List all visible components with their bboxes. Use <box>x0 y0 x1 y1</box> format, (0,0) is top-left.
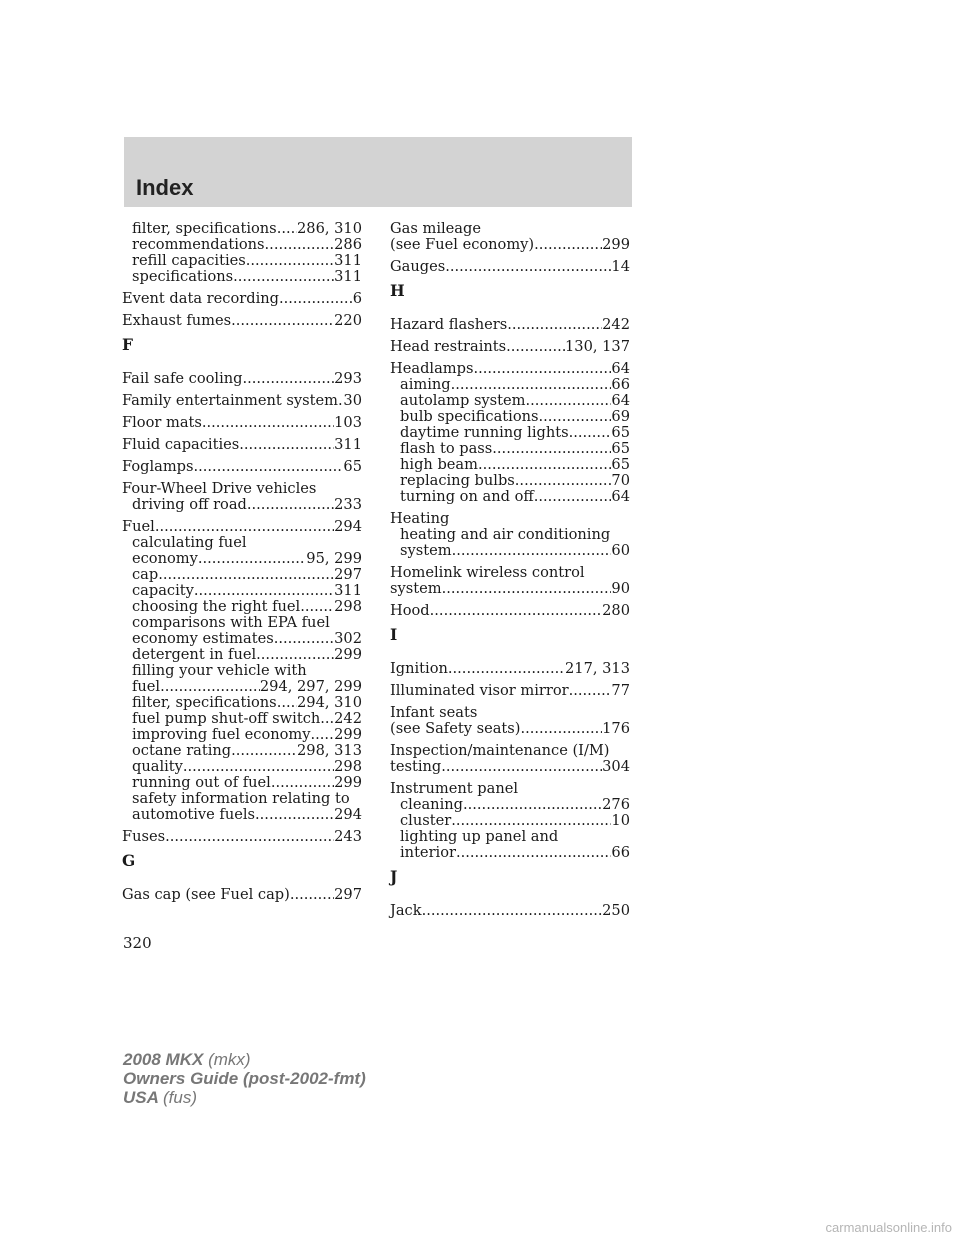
index-subentry <box>122 711 362 727</box>
index-column-right <box>390 221 630 925</box>
index-entry <box>390 317 630 333</box>
page-ref: 130, 137 <box>565 338 630 355</box>
entry-text: lighting up panel and <box>400 828 559 845</box>
entry-text: Infant seats <box>390 704 478 721</box>
entry-text: Exhaust fumes <box>122 312 232 329</box>
page-ref: 298 <box>334 758 362 775</box>
index-subentry <box>122 567 362 583</box>
index-entry-main <box>390 361 630 377</box>
index-entry <box>122 519 362 823</box>
page-ref: 298, 313 <box>297 742 362 759</box>
index-entry <box>122 829 362 845</box>
entry-text: Ignition <box>390 660 448 677</box>
index-entry <box>122 313 362 329</box>
section-letter: J <box>390 867 398 886</box>
entry-text: running out of fuel <box>132 774 271 791</box>
footer-region-code: (fus) <box>163 1088 197 1107</box>
footer-line-model <box>123 1050 366 1069</box>
page-ref: 286 <box>334 236 362 253</box>
entry-text: Four-Wheel Drive vehicles <box>122 480 317 497</box>
page-ref: 90 <box>611 580 630 597</box>
page-ref: 10 <box>611 812 630 829</box>
index-subentry <box>390 425 630 441</box>
section-letter: G <box>122 851 136 870</box>
section-letter: I <box>390 625 398 644</box>
page-ref: 242 <box>334 710 362 727</box>
entry-text: Head restraints <box>390 338 507 355</box>
entry-text: choosing the right fuel <box>132 598 301 615</box>
entry-text: interior <box>400 844 456 861</box>
page-ref: 298 <box>334 598 362 615</box>
page-ref: 286, 310 <box>297 220 362 237</box>
footer-line-region <box>123 1088 366 1107</box>
index-subentry <box>390 813 630 829</box>
page-ref: 30 <box>343 392 362 409</box>
watermark: carmanualsonline.info <box>825 1220 952 1235</box>
page-ref: 233 <box>334 496 362 513</box>
index-subentry <box>122 269 362 285</box>
index-subentry <box>122 647 362 663</box>
entry-text: Hood <box>390 602 430 619</box>
entry-text: cap <box>132 566 159 583</box>
page-ref: 250 <box>602 902 630 919</box>
page-ref: 297 <box>334 566 362 583</box>
entry-text: Jack <box>390 902 422 919</box>
footer-region: USA <box>123 1088 159 1107</box>
page-ref: 294, 297, 299 <box>259 678 362 695</box>
page-ref: 242 <box>602 316 630 333</box>
index-subentry <box>390 543 630 559</box>
footer-model-code: (mkx) <box>208 1050 251 1069</box>
entry-text: Hazard flashers <box>390 316 508 333</box>
index-entry <box>390 221 630 253</box>
entry-text: comparisons with EPA fuel <box>132 614 330 631</box>
page-ref: 294 <box>334 806 362 823</box>
page-ref: 64 <box>611 360 630 377</box>
entry-text: specifications <box>132 268 234 285</box>
entry-text: bulb specifications <box>400 408 539 425</box>
entry-text: filter, specifications <box>132 694 277 711</box>
page-ref: 294 <box>334 518 362 535</box>
index-entry <box>122 291 362 307</box>
entry-text: daytime running lights <box>400 424 569 441</box>
entry-text: Fuel <box>122 518 155 535</box>
index-entry <box>390 781 630 861</box>
document-footer <box>123 1050 366 1107</box>
page-ref: 299 <box>334 774 362 791</box>
index-entry <box>390 903 630 919</box>
page-ref: 70 <box>611 472 630 489</box>
index-entry <box>122 393 362 409</box>
page-ref: 66 <box>611 844 630 861</box>
index-subentry <box>122 679 362 695</box>
index-entry-continued <box>390 759 630 775</box>
entry-text: Homelink wireless control <box>390 564 585 581</box>
index-subentry <box>122 599 362 615</box>
entry-text: autolamp system <box>400 392 526 409</box>
entry-text: detergent in fuel <box>132 646 257 663</box>
entry-text: automotive fuels <box>132 806 256 823</box>
entry-text: Fuses <box>122 828 166 845</box>
entry-text: replacing bulbs <box>400 472 515 489</box>
page-ref: 176 <box>602 720 630 737</box>
index-subentry <box>390 393 630 409</box>
entry-text: cluster <box>400 812 452 829</box>
entry-text: driving off road <box>132 496 247 513</box>
page-ref: 311 <box>334 582 362 599</box>
index-subentry <box>390 457 630 473</box>
entry-text: Inspection/maintenance (I/M) <box>390 742 610 759</box>
index-entry <box>390 661 630 677</box>
index-subentry <box>390 797 630 813</box>
entry-text: aiming <box>400 376 451 393</box>
index-subentry <box>122 221 362 237</box>
index-entry <box>122 887 362 903</box>
index-subentry <box>122 759 362 775</box>
entry-text: Gauges <box>390 258 446 275</box>
page-ref: 6 <box>352 290 362 307</box>
page-ref: 299 <box>334 726 362 743</box>
footer-model: 2008 MKX <box>123 1050 204 1069</box>
page-ref: 60 <box>611 542 630 559</box>
index-subentry <box>122 237 362 253</box>
page-ref: 293 <box>334 370 362 387</box>
page-ref: 302 <box>334 630 362 647</box>
page-ref: 66 <box>611 376 630 393</box>
index-subentry <box>390 489 630 505</box>
page-ref: 64 <box>611 392 630 409</box>
index-entry-continued <box>390 721 630 737</box>
page-ref: 14 <box>611 258 630 275</box>
index-subentry <box>390 441 630 457</box>
entry-text: filter, specifications <box>132 220 277 237</box>
index-entry-main <box>122 519 362 535</box>
index-subentry <box>122 551 362 567</box>
page-ref: 217, 313 <box>565 660 630 677</box>
index-subentry <box>122 583 362 599</box>
entry-text: Foglamps <box>122 458 194 475</box>
entry-text: (see Fuel economy) <box>390 236 535 253</box>
entry-text: octane rating <box>132 742 232 759</box>
index-subentry <box>390 409 630 425</box>
entry-text: flash to pass <box>400 440 493 457</box>
index-entry <box>390 339 630 355</box>
page-ref: 304 <box>602 758 630 775</box>
page-ref: 276 <box>602 796 630 813</box>
entry-text: Gas mileage <box>390 220 481 237</box>
page-ref: 77 <box>611 682 630 699</box>
index-subentry <box>122 497 362 513</box>
entry-text: refill capacities <box>132 252 246 269</box>
page-ref: 220 <box>334 312 362 329</box>
entry-text: recommendations <box>132 236 265 253</box>
index-entry <box>390 683 630 699</box>
entry-text: turning on and off <box>400 488 534 505</box>
entry-text: Headlamps <box>390 360 474 377</box>
page-ref: 311 <box>334 252 362 269</box>
entry-text: system <box>400 542 452 559</box>
index-subentry <box>390 845 630 861</box>
index-entry <box>122 371 362 387</box>
page-ref: 103 <box>334 414 362 431</box>
index-subentry <box>122 253 362 269</box>
index-entry <box>122 437 362 453</box>
index-subentry <box>122 695 362 711</box>
page-ref: 69 <box>611 408 630 425</box>
index-entry <box>390 361 630 505</box>
page-ref: 294, 310 <box>297 694 362 711</box>
page-ref: 65 <box>611 424 630 441</box>
entry-text: Instrument panel <box>390 780 519 797</box>
index-subentry <box>122 631 362 647</box>
entry-text: system <box>390 580 442 597</box>
entry-text: economy <box>132 550 198 567</box>
entry-text: heating and air conditioning <box>400 526 611 543</box>
entry-text: (see Safety seats) <box>390 720 521 737</box>
page-ref: 95, 299 <box>306 550 362 567</box>
index-entry <box>122 415 362 431</box>
entry-text: safety information relating to <box>132 790 350 807</box>
index-subentry <box>390 473 630 489</box>
index-entry <box>390 259 630 275</box>
index-entry-continued <box>390 581 630 597</box>
index-entry <box>390 511 630 559</box>
page-ref: 243 <box>334 828 362 845</box>
entry-text: Event data recording <box>122 290 279 307</box>
page-ref: 64 <box>611 488 630 505</box>
entry-text: Fail safe cooling <box>122 370 243 387</box>
entry-text: Illuminated visor mirror <box>390 682 569 699</box>
page-ref: 65 <box>611 440 630 457</box>
entry-text: fuel pump shut-off switch <box>132 710 321 727</box>
index-entry <box>122 481 362 513</box>
index-column-left <box>122 221 362 909</box>
page-ref: 311 <box>334 436 362 453</box>
entry-text: high beam <box>400 456 478 473</box>
entry-text: Gas cap (see Fuel cap) <box>122 886 290 903</box>
page-number: 320 <box>123 934 152 952</box>
entry-text: fuel <box>132 678 161 695</box>
page-ref: 65 <box>343 458 362 475</box>
index-entry <box>390 743 630 775</box>
page-ref: 280 <box>602 602 630 619</box>
entry-text: Heating <box>390 510 450 527</box>
page-ref: 65 <box>611 456 630 473</box>
index-entry <box>122 221 362 285</box>
index-entry <box>390 705 630 737</box>
index-entry <box>390 603 630 619</box>
page-ref: 311 <box>334 268 362 285</box>
index-subentry <box>122 775 362 791</box>
index-entry-continued <box>390 237 630 253</box>
entry-text: improving fuel economy <box>132 726 311 743</box>
section-letter: H <box>390 281 405 300</box>
page-ref: 299 <box>334 646 362 663</box>
index-subentry <box>122 807 362 823</box>
index-subentry <box>122 727 362 743</box>
index-subentry <box>390 377 630 393</box>
entry-text: Fluid capacities <box>122 436 240 453</box>
entry-text: economy estimates <box>132 630 274 647</box>
entry-text: filling your vehicle with <box>132 662 307 679</box>
entry-text: quality <box>132 758 183 775</box>
entry-text: cleaning <box>400 796 463 813</box>
section-letter: F <box>122 335 134 354</box>
header-band <box>124 137 632 207</box>
footer-guide: Owners Guide (post-2002-fmt) <box>123 1069 366 1088</box>
entry-text: testing <box>390 758 442 775</box>
entry-text: Family entertainment system <box>122 392 338 409</box>
index-entry <box>390 565 630 597</box>
index-subentry <box>122 743 362 759</box>
page-ref: 297 <box>334 886 362 903</box>
index-entry <box>122 459 362 475</box>
page-ref: 299 <box>602 236 630 253</box>
entry-text: calculating fuel <box>132 534 247 551</box>
page-title: Index <box>136 175 194 200</box>
entry-text: capacity <box>132 582 194 599</box>
entry-text: Floor mats <box>122 414 202 431</box>
